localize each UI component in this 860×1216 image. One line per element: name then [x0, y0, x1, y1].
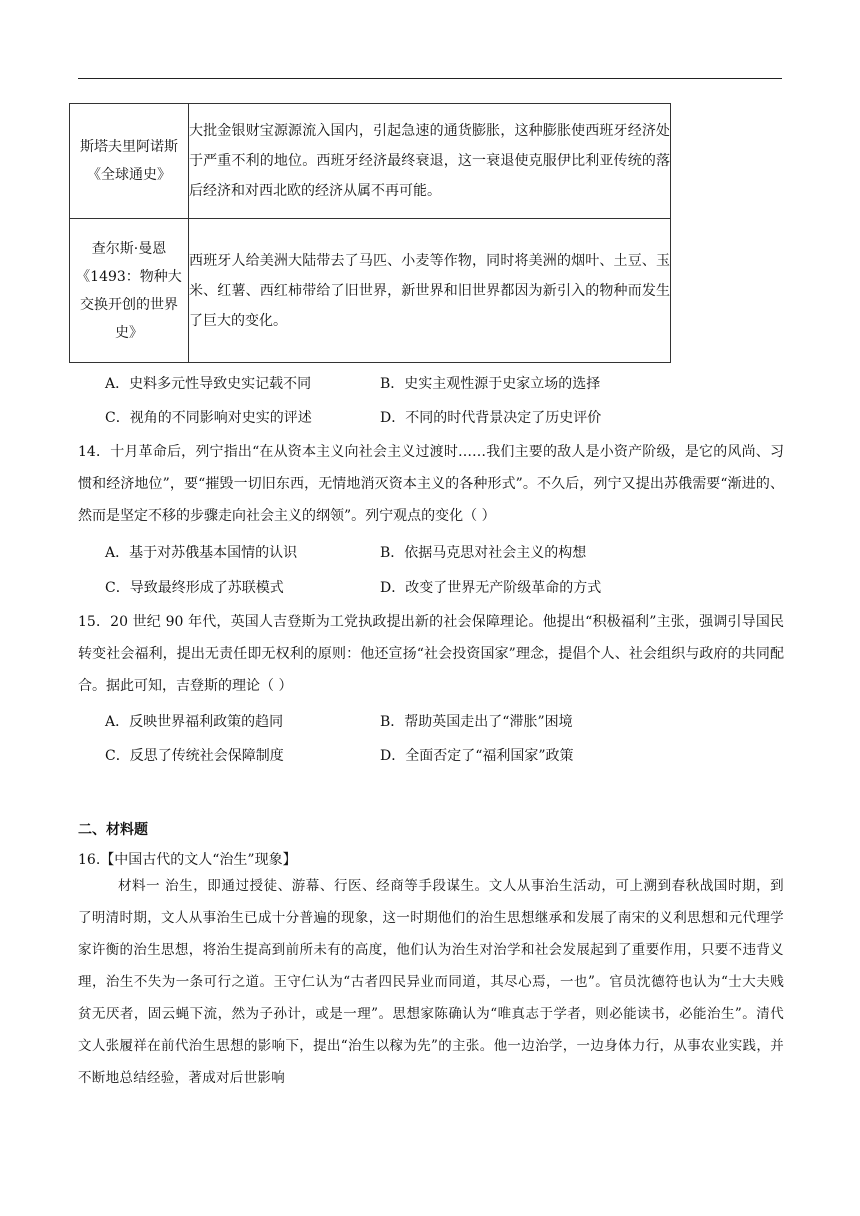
q13-option-c[interactable]: C．视角的不同影响对史实的评述	[105, 410, 312, 426]
q15-option-d[interactable]: D．全面否定了“福利国家”政策	[380, 748, 574, 764]
q15-option-a[interactable]: A．反映世界福利政策的趋同	[105, 714, 284, 730]
header-rule	[78, 78, 782, 79]
q14-stem: 14．十月革命后，列宁指出“在从资本主义向社会主义过渡时……我们主要的敌人是小资产阶级，是它的风尚、习惯和经济地位”，要“摧毁一切旧东西，无情地消灭资本主义的各种形式”。不久后，列宁又提出苏俄需要“渐进的、然而是坚定不移的步骤走向社会主义的纲领”。列宁观点的变化（ ）	[78, 444, 784, 524]
q15-option-c[interactable]: C．反思了传统社会保障制度	[105, 748, 284, 764]
q13-option-a[interactable]: A．史料多元性导致史实记载不同	[105, 376, 312, 392]
table-row	[70, 104, 671, 219]
source-cell: 查尔斯·曼恩《1493：物种大交换开创的世界史》	[70, 219, 189, 363]
q15-stem: 15．20 世纪 90 年代，英国人吉登斯为工党执政提出新的社会保障理论。他提出“积极福利”主张，强调引导国民转变社会福利，提出无责任即无权利的原则：他还宣扬“社会投资国家”理念，提倡个人、社会组织与政府的共同配合。据此可知，吉登斯的理论（ ）	[78, 614, 784, 694]
q13-option-b[interactable]: B．史实主观性源于史家立场的选择	[380, 376, 601, 392]
content-cell: 西班牙人给美洲大陆带去了马匹、小麦等作物，同时将美洲的烟叶、土豆、玉米、红薯、西红柿带给了旧世界，新世界和旧世界都因为新引入的物种而发生了巨大的变化。	[189, 219, 671, 363]
q14-option-b[interactable]: B．依据马克思对社会主义的构想	[380, 545, 587, 561]
table-row	[70, 219, 671, 363]
q16-title: 16.【中国古代的文人“治生”现象】	[78, 852, 297, 868]
q14-option-a[interactable]: A．基于对苏俄基本国情的认识	[105, 545, 298, 561]
q16-material: 材料一 治生，即通过授徒、游幕、行医、经商等手段谋生。文人从事治生活动，可上溯到春秋战国时期，到了明清时期，文人从事治生已成十分普遍的现象，这一时期他们的治生思想继承和发展了南宋的义利思想和元代理学家许衡的治生思想，将治生提高到前所未有的高度，他们认为治生对治学和社会发展起到了重要作用，只要不违背义理，治生不失为一条可行之道。王守仁认为“古者四民异业而同道，其尽心焉，一也”。官员沈德符也认为“士大夫贱贫无厌者，固云蝇下流，然为子孙计，或是一理”。思想家陈确认为“唯真志于学者，则必能读书，必能治生”。清代文人张履祥在前代治生思想的影响下，提出“治生以稼为先”的主张。他一边治学，一边身体力行，从事农业实践，并不断地总结经验，著成对后世影响	[78, 878, 784, 1086]
q14-option-d[interactable]: D．改变了世界无产阶级革命的方式	[380, 580, 602, 596]
q13-option-d[interactable]: D．不同的时代背景决定了历史评价	[380, 410, 602, 426]
q15-option-b[interactable]: B．帮助英国走出了“滞胀”困境	[380, 714, 573, 730]
content-cell: 大批金银财宝源源流入国内，引起急速的通货膨胀，这种膨胀使西班牙经济处于严重不利的地位。西班牙经济最终衰退，这一衰退使克服伊比利亚传统的落后经济和对西北欧的经济从属不再可能。	[189, 104, 671, 219]
source-table	[69, 103, 671, 363]
section-heading: 二、材料题	[78, 822, 148, 838]
q14-option-c[interactable]: C．导致最终形成了苏联模式	[105, 580, 284, 596]
source-cell: 斯塔夫里阿诺斯《全球通史》	[70, 104, 189, 219]
